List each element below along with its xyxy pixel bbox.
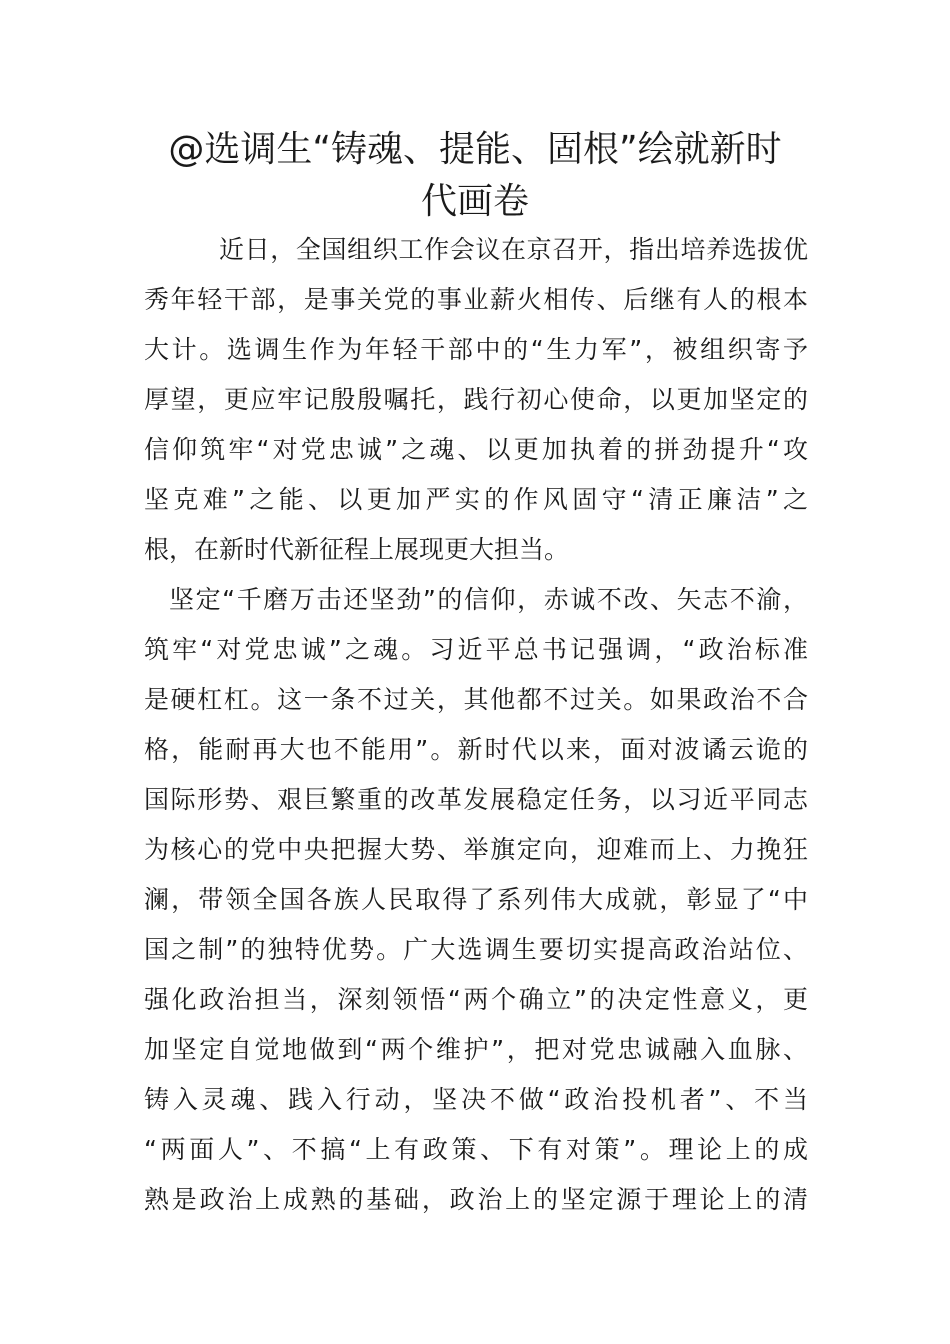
paragraph-line: 近日，全国组织工作会议在京召开，指出培养选拔优: [219, 235, 808, 264]
paragraph-line: 秀年轻干部，是事关党的事业薪火相传、后继有人的根本: [144, 285, 808, 314]
paragraph-line: 信仰筑牢“对党忠诚”之魂、以更加执着的拼劲提升“攻: [144, 435, 808, 464]
paragraph-line: 强化政治担当，深刻领悟“两个确立”的决定性意义，更: [144, 985, 808, 1014]
paragraph-line: 是硬杠杠。这一条不过关，其他都不过关。如果政治不合: [144, 685, 808, 714]
paragraph-line: “两面人”、不搞“上有政策、下有对策”。理论上的成: [144, 1135, 808, 1164]
paragraph-line: 为核心的党中央把握大势、举旗定向，迎难而上、力挽狂: [144, 835, 808, 864]
paragraph-line: 坚定“千磨万击还坚劲”的信仰，赤诚不改、矢志不渝，: [169, 585, 808, 614]
paragraph-line: 大计。选调生作为年轻干部中的“生力军”，被组织寄予: [144, 335, 808, 364]
document-title-line-1: @选调生“铸魂、提能、固根”绘就新时: [168, 129, 782, 170]
paragraph-line: 厚望，更应牢记殷殷嘱托，践行初心使命，以更加坚定的: [144, 385, 808, 414]
paragraph-line: 熟是政治上成熟的基础，政治上的坚定源于理论上的清: [144, 1185, 808, 1214]
paragraph-line: 根，在新时代新征程上展现更大担当。: [144, 535, 570, 564]
paragraph-line: 筑牢“对党忠诚”之魂。习近平总书记强调，“政治标准: [144, 635, 808, 664]
paragraph-line: 加坚定自觉地做到“两个维护”，把对党忠诚融入血脉、: [144, 1035, 808, 1064]
paragraph-line: 铸入灵魂、践入行动，坚决不做“政治投机者”、不当: [144, 1085, 808, 1114]
paragraph-line: 澜，带领全国各族人民取得了系列伟大成就，彰显了“中: [144, 885, 808, 914]
paragraph-line: 国之制”的独特优势。广大选调生要切实提高政治站位、: [144, 935, 808, 964]
paragraph-line: 格，能耐再大也不能用”。新时代以来，面对波谲云诡的: [144, 735, 808, 764]
paragraph-line: 坚克难”之能、以更加严实的作风固守“清正廉洁”之: [144, 485, 808, 514]
document-title-line-2: 代画卷: [420, 181, 529, 222]
paragraph-line: 国际形势、艰巨繁重的改革发展稳定任务，以习近平同志: [144, 785, 808, 814]
